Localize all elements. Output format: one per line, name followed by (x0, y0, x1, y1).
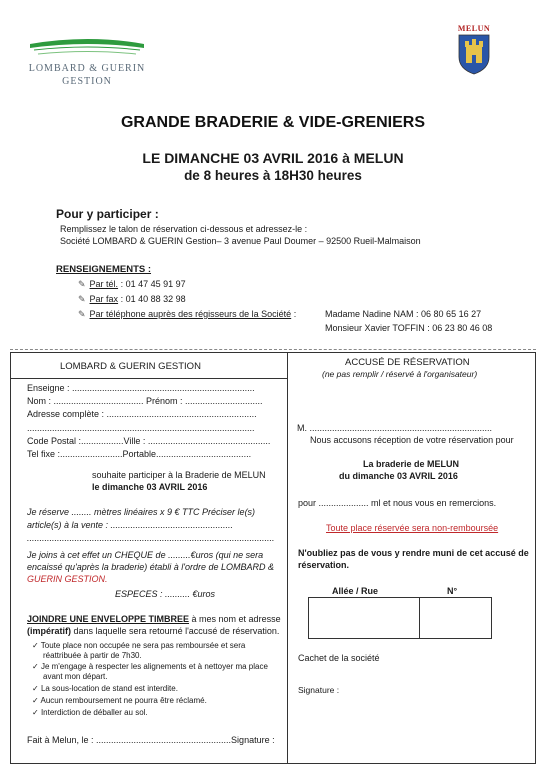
adresse-field[interactable]: Adresse complète : ............................................................ (27, 409, 257, 419)
reminder-line1: N'oubliez pas de vous y rendre muni de cet accusé de (298, 548, 529, 558)
rule-text: Aucun remboursement ne pourra être réclamé. (40, 696, 207, 705)
contact-person-2: Monsieur Xavier TOFFIN : 06 23 80 46 08 (325, 323, 493, 333)
pour-field[interactable]: pour .................... ml et nous vous en remercions. (298, 498, 497, 508)
rule-text: Toute place non occupée ne sera pas remboursée et sera (40, 641, 246, 650)
cheque-line1: Je joins à cet effet un CHEQUE de .........€uros (qui ne sera (27, 550, 264, 560)
city-crest (454, 24, 494, 80)
left-header-rule (10, 378, 287, 379)
souhaite-line2: le dimanche 03 AVRIL 2016 (92, 482, 208, 492)
page-title: GRANDE BRADERIE & VIDE-GRENIERS (120, 114, 426, 131)
contact-phone (78, 309, 296, 320)
contact-fax (78, 294, 186, 305)
fax-label: Par fax (89, 294, 119, 304)
rule-1 (32, 641, 245, 651)
rule-2 (32, 662, 268, 672)
right-form-subheader: (ne pas remplir / réservé à l'organisateur) (322, 369, 478, 379)
braderie-line1: La braderie de MELUN (363, 459, 460, 469)
tel-portable-field[interactable]: Tel fixe :.........................Portable...................................... (27, 449, 252, 459)
participate-heading: Pour y participer : (56, 207, 159, 221)
event-hours: de 8 heures à 18H30 heures (184, 168, 362, 183)
pen-icon: ✎ (78, 294, 86, 304)
col-num-header: N° (447, 586, 458, 596)
check-icon: ✓ (32, 641, 41, 650)
envelope2-rest: dans laquelle sera retourné l'accusé de réservation. (71, 626, 280, 636)
rule-text: Je m'engage à respecter les alignements et à nettoyer ma place (40, 662, 268, 671)
rule-1-cont: réattribuée à partir de 7h30. (43, 651, 142, 660)
info-heading: RENSEIGNEMENTS : (56, 264, 152, 275)
cut-line (10, 349, 536, 350)
envelope-rest: à mes nom et adresse (189, 614, 281, 624)
souhaite-line1: souhaite participer à la Braderie de MELUN (92, 470, 266, 480)
left-form-header: LOMBARD & GUERIN GESTION (60, 361, 201, 372)
reserve-line2[interactable]: article(s) à la vente : ................................................. (27, 520, 234, 530)
especes-field[interactable]: ESPECES : .......... €uros (115, 589, 216, 599)
contact-tel (78, 279, 186, 290)
right-form-header: ACCUSÉ DE RÉSERVATION (345, 357, 470, 368)
braderie-line2: du dimanche 03 AVRIL 2016 (339, 471, 458, 481)
pen-icon: ✎ (78, 309, 86, 319)
city-label: MELUN (457, 24, 491, 33)
allee-num-grid[interactable] (308, 597, 492, 639)
cheque-line2: encaissé qu'après la braderie) établi à l'ordre de LOMBARD & (27, 562, 275, 572)
m-field[interactable]: M. ......................................................................... (297, 423, 493, 433)
rule-text: La sous-location de stand est interdite. (40, 684, 178, 693)
signature-line[interactable]: Fait à Melun, le : ......................................................Signature : (27, 735, 275, 745)
check-icon: ✓ (32, 708, 41, 717)
envelope-line2 (27, 626, 279, 637)
nom-prenom-field[interactable]: Nom : .................................... Prénom : ............................... (27, 396, 263, 406)
cachet-label: Cachet de la société (298, 653, 380, 663)
signature-label: Signature : (298, 685, 340, 695)
envelope-bold: JOINDRE UNE ENVELOPPE TIMBREE (27, 614, 190, 624)
cp-ville-field[interactable]: Code Postal :.................Ville : ................................................. (27, 436, 271, 446)
no-refund-notice: Toute place réservée sera non-remboursée (326, 523, 499, 533)
reserve-line3[interactable]: ................................................................................................... (27, 533, 275, 543)
company-logo-line2: GESTION (62, 76, 112, 87)
check-icon: ✓ (32, 662, 41, 671)
fax-value: : 01 40 88 32 98 (120, 294, 186, 304)
pen-icon: ✎ (78, 279, 86, 289)
company-logo-line1: LOMBARD & GUERIN (28, 63, 146, 74)
tel-value: : 01 47 45 91 97 (120, 279, 186, 289)
rule-4 (32, 696, 207, 706)
check-icon: ✓ (32, 696, 41, 705)
contact-person-1: Madame Nadine NAM : 06 80 65 16 27 (325, 309, 482, 319)
col-allee-header: Allée / Rue (332, 586, 379, 596)
tel-label: Par tél. (89, 279, 119, 289)
check-icon: ✓ (32, 684, 41, 693)
adresse-field-2[interactable]: ........................................................................................... (27, 423, 255, 433)
grid-divider (419, 597, 420, 639)
phone-label: Par téléphone auprès des régisseurs de la Société (89, 309, 292, 319)
company-logo (28, 36, 146, 88)
reminder-line2: réservation. (298, 560, 350, 570)
cheque-line3: GUERIN GESTION. (27, 574, 108, 584)
imperatif: (impératif) (27, 626, 72, 636)
coat-of-arms-icon (457, 33, 491, 75)
reserve-line1[interactable]: Je réserve ........ mètres linéaires x 9 € TTC Préciser le(s) (27, 507, 256, 517)
ack-text: Nous accusons réception de votre réservation pour (310, 435, 514, 445)
envelope-line1 (27, 614, 281, 625)
rule-2-cont: avant mon départ. (43, 672, 108, 681)
rule-text: Interdiction de déballer au sol. (40, 708, 148, 717)
participate-line1: Remplissez le talon de réservation ci-dessous et adressez-le : (60, 224, 308, 234)
enseigne-field[interactable]: Enseigne : ......................................................................... (27, 383, 255, 393)
form-divider (287, 352, 288, 764)
rule-5 (32, 708, 148, 718)
rule-3 (32, 684, 178, 694)
participate-address: Société LOMBARD & GUERIN Gestion– 3 avenue Paul Doumer – 92500 Rueil-Malmaison (60, 236, 421, 246)
swoosh-icon (28, 36, 146, 62)
phone-colon: : (293, 309, 297, 319)
event-date: LE DIMANCHE 03 AVRIL 2016 à MELUN (142, 150, 404, 166)
